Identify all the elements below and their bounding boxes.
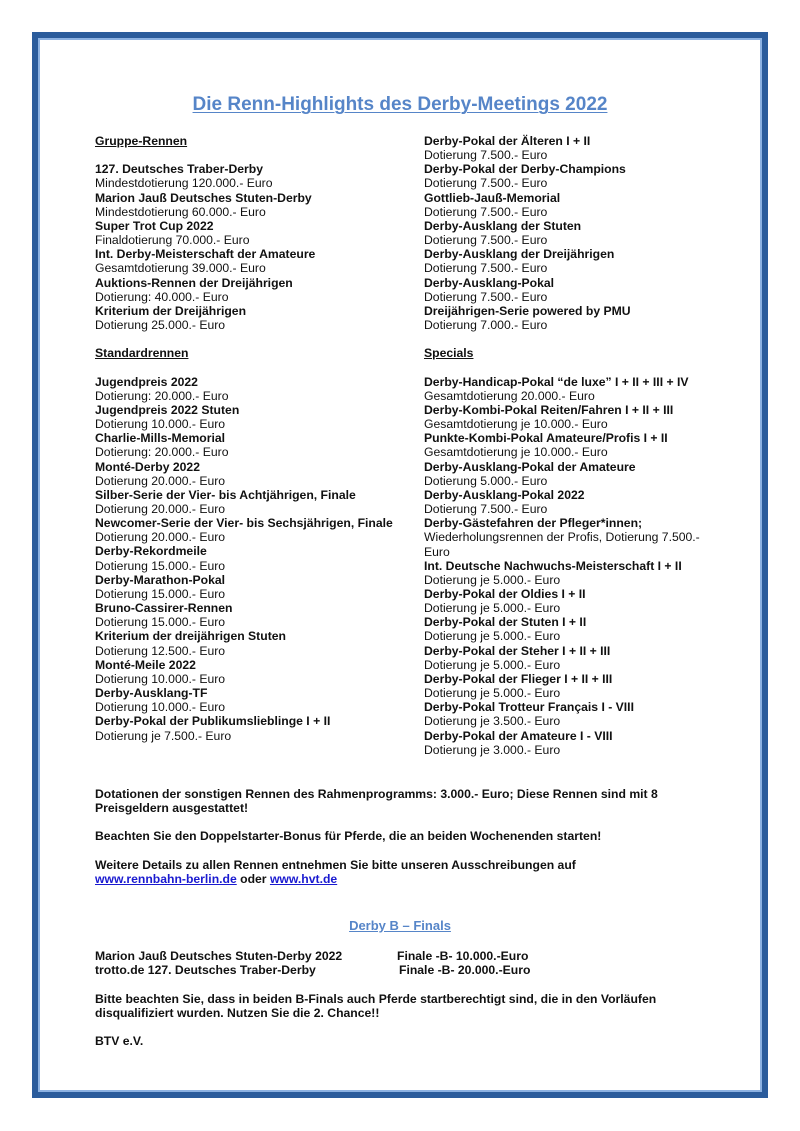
- race-prize: Dotierung 10.000.- Euro: [95, 417, 226, 432]
- race-prize: Dotierung 15.000.- Euro: [95, 586, 226, 601]
- race-prize: Mindestdotierung 60.000.- Euro: [95, 204, 266, 219]
- dotationen-note: Dotationen der sonstigen Rennen des Rahmenprogramms: 3.000.- Euro; Diese Rennen sind mit 8 Preisgeldern ausgestattet!: [95, 787, 658, 816]
- race-name: Derby-Ausklang der Dreijährigen: [424, 247, 615, 262]
- race-entry: [424, 587, 724, 615]
- race-entry: [95, 403, 415, 431]
- race-name: Monté-Meile 2022: [95, 657, 196, 672]
- race-entry: [424, 615, 724, 643]
- race-prize: Mindestdotierung 120.000.- Euro: [95, 176, 273, 191]
- race-prize: Dotierung 10.000.- Euro: [95, 700, 226, 715]
- race-name: Int. Derby-Meisterschaft der Amateure: [95, 247, 316, 262]
- race-entry: [95, 460, 415, 488]
- race-name: Jugendpreis 2022 Stuten: [95, 402, 240, 417]
- race-name: Marion Jauß Deutsches Stuten-Derby: [95, 190, 312, 205]
- race-name: Derby-Ausklang der Stuten: [424, 218, 582, 233]
- race-name: Super Trot Cup 2022: [95, 218, 214, 233]
- race-entry: [95, 488, 415, 516]
- race-prize: Dotierung je 5.000.- Euro: [424, 629, 561, 644]
- link-hvt[interactable]: www.hvt.de: [269, 871, 338, 886]
- race-name: Derby-Handicap-Pokal “de luxe” I + II + III + IV: [424, 374, 689, 389]
- race-prize: Gesamtdotierung je 10.000.- Euro: [424, 417, 608, 432]
- race-prize: Dotierung 25.000.- Euro: [95, 318, 226, 333]
- race-name: Derby-Pokal der Publikumslieblinge I + II: [95, 714, 331, 729]
- closing-section: [95, 992, 695, 1063]
- race-prize: Gesamtdotierung je 10.000.- Euro: [424, 445, 608, 460]
- race-prize: Dotierung je 5.000.- Euro: [424, 657, 561, 672]
- race-prize: Dotierung je 5.000.- Euro: [424, 601, 561, 616]
- race-name: Derby-Pokal der Oldies I + II: [424, 586, 586, 601]
- notes-section: [95, 787, 695, 900]
- b-finals-table: [95, 949, 695, 977]
- race-name: Int. Deutsche Nachwuchs-Meisterschaft I + II: [424, 558, 682, 573]
- race-prize: Dotierung je 5.000.- Euro: [424, 572, 561, 587]
- b-final-race: trotto.de 127. Deutsches Traber-Derby: [95, 963, 316, 978]
- race-prize: Dotierung 10.000.- Euro: [95, 671, 226, 686]
- race-prize: Dotierung je 7.500.- Euro: [95, 728, 232, 743]
- race-prize: Gesamtdotierung 20.000.- Euro: [424, 388, 595, 403]
- race-name: Derby-Pokal der Amateure I - VIII: [424, 728, 613, 743]
- race-name: Bruno-Cassirer-Rennen: [95, 601, 233, 616]
- race-prize: Dotierung: 20.000.- Euro: [95, 445, 229, 460]
- race-name: Kriterium der Dreijährigen: [95, 303, 247, 318]
- race-entry: [424, 162, 724, 190]
- race-entry: [95, 375, 415, 403]
- bonus-note: Beachten Sie den Doppelstarter-Bonus für Pferde, die an beiden Wochenenden starten!: [95, 829, 602, 844]
- race-name: Derby-Rekordmeile: [95, 544, 207, 559]
- race-prize: Finaldotierung 70.000.- Euro: [95, 233, 250, 248]
- race-name: Derby-Ausklang-Pokal 2022: [424, 487, 585, 502]
- b-finals-note: Bitte beachten Sie, dass in beiden B-Finals auch Pferde startberechtigt sind, die in den Vorläufen disqualifiziert wurden. Nutzen Sie die 2. Chance!!: [95, 992, 657, 1021]
- race-name: Derby-Ausklang-Pokal: [424, 275, 555, 290]
- race-prize: Dotierung 20.000.- Euro: [95, 473, 226, 488]
- race-name: Derby-Ausklang-TF: [95, 686, 208, 701]
- race-prize: Dotierung 20.000.- Euro: [95, 530, 226, 545]
- race-name: Derby-Ausklang-Pokal der Amateure: [424, 459, 636, 474]
- race-prize: Dotierung 7.500.- Euro: [424, 502, 548, 517]
- page-title: Die Renn-Highlights des Derby-Meetings 2022: [192, 94, 608, 115]
- race-prize: Dotierung je 3.000.- Euro: [424, 742, 561, 757]
- race-name: Derby-Pokal der Stuten I + II: [424, 615, 587, 630]
- race-name: Newcomer-Serie der Vier- bis Sechsjährigen, Finale: [95, 516, 393, 531]
- race-entry: [95, 219, 415, 247]
- race-entry: [424, 516, 724, 558]
- b-finals-row: [95, 963, 695, 977]
- race-entry: [424, 559, 724, 587]
- race-prize: Dotierung: 20.000.- Euro: [95, 388, 229, 403]
- race-entry: [95, 304, 415, 332]
- link-rennbahn-berlin[interactable]: www.rennbahn-berlin.de: [95, 871, 237, 886]
- race-entry: [95, 629, 415, 657]
- race-entry: [95, 276, 415, 304]
- race-entry: [424, 403, 724, 431]
- race-entry: [424, 672, 724, 700]
- race-entry: [95, 573, 415, 601]
- b-finals-heading: Derby B – Finals: [349, 918, 451, 933]
- race-prize: Dotierung 7.500.- Euro: [424, 233, 548, 248]
- specials-list: [424, 375, 724, 757]
- race-entry: [95, 714, 415, 742]
- race-name: Derby-Pokal der Älteren I + II: [424, 134, 591, 148]
- race-name: Derby-Kombi-Pokal Reiten/Fahren I + II + III: [424, 402, 674, 417]
- race-prize: Dotierung je 3.500.- Euro: [424, 714, 561, 729]
- race-prize: Dotierung 7.500.- Euro: [424, 148, 548, 163]
- right-column: [424, 134, 724, 757]
- race-entry: [424, 276, 724, 304]
- race-prize: Dotierung: 40.000.- Euro: [95, 289, 229, 304]
- race-name: Derby-Gästefahren der Pfleger*innen;: [424, 516, 643, 531]
- race-name: Kriterium der dreijährigen Stuten: [95, 629, 286, 644]
- race-entry: [95, 601, 415, 629]
- race-entry: [95, 162, 415, 190]
- race-entry: [95, 544, 415, 572]
- race-entry: [95, 658, 415, 686]
- details-text: Weitere Details zu allen Rennen entnehmen Sie bitte unseren Ausschreibungen auf: [95, 857, 576, 872]
- race-entry: [424, 431, 724, 459]
- race-name: Charlie-Mills-Memorial: [95, 431, 226, 446]
- race-entry: [95, 686, 415, 714]
- race-entry: [424, 375, 724, 403]
- race-entry: [424, 134, 724, 162]
- race-entry: [424, 219, 724, 247]
- gruppe-rennen-list: [95, 162, 415, 332]
- race-prize: Gesamtdotierung 39.000.- Euro: [95, 261, 266, 276]
- race-name: Derby-Pokal Trotteur Français I - VIII: [424, 700, 634, 715]
- race-name: Derby-Pokal der Derby-Champions: [424, 162, 626, 177]
- race-prize: Dotierung 12.500.- Euro: [95, 643, 226, 658]
- section-heading-gruppe-rennen: Gruppe-Rennen: [95, 134, 188, 148]
- race-entry: [95, 431, 415, 459]
- section-heading-specials: Specials: [424, 346, 474, 361]
- b-final-prize: Finale -B- 20.000.-Euro: [399, 963, 531, 978]
- race-entry: [424, 460, 724, 488]
- b-final-prize: Finale -B- 10.000.-Euro: [397, 949, 529, 963]
- gruppe-rennen-list-continued: [424, 134, 724, 332]
- or-text: oder: [236, 871, 270, 886]
- standardrennen-list: [95, 375, 415, 743]
- race-entry: [95, 191, 415, 219]
- race-entry: [95, 516, 415, 544]
- race-name: Derby-Pokal der Steher I + II + III: [424, 643, 611, 658]
- race-prize: Dotierung 20.000.- Euro: [95, 502, 226, 517]
- race-name: Gottlieb-Jauß-Memorial: [424, 190, 561, 205]
- race-name: Auktions-Rennen der Dreijährigen: [95, 275, 293, 290]
- race-name: Monté-Derby 2022: [95, 459, 200, 474]
- race-entry: [424, 644, 724, 672]
- race-entry: [95, 247, 415, 275]
- section-heading-standardrennen: Standardrennen: [95, 346, 189, 361]
- race-entry: [424, 488, 724, 516]
- race-prize: Dotierung 15.000.- Euro: [95, 615, 226, 630]
- race-prize: Wiederholungsrennen der Profis, Dotierung 7.500.- Euro: [424, 530, 700, 559]
- signature: BTV e.V.: [95, 1034, 144, 1049]
- race-prize: Dotierung je 5.000.- Euro: [424, 686, 561, 701]
- race-name: Derby-Pokal der Flieger I + II + III: [424, 671, 613, 686]
- race-name: Jugendpreis 2022: [95, 374, 198, 389]
- race-name: Derby-Marathon-Pokal: [95, 572, 226, 587]
- race-prize: Dotierung 7.500.- Euro: [424, 176, 548, 191]
- race-name: Silber-Serie der Vier- bis Achtjährigen, Finale: [95, 487, 356, 502]
- race-entry: [424, 729, 724, 757]
- race-prize: Dotierung 7.500.- Euro: [424, 289, 548, 304]
- left-column: [95, 134, 415, 743]
- race-prize: Dotierung 7.500.- Euro: [424, 204, 548, 219]
- race-prize: Dotierung 5.000.- Euro: [424, 473, 548, 488]
- b-final-race: Marion Jauß Deutsches Stuten-Derby 2022: [95, 949, 343, 963]
- race-prize: Dotierung 7.000.- Euro: [424, 318, 548, 333]
- details-note: [95, 858, 695, 886]
- race-entry: [424, 247, 724, 275]
- race-entry: [424, 191, 724, 219]
- b-finals-row: [95, 949, 695, 963]
- race-name: Punkte-Kombi-Pokal Amateure/Profis I + II: [424, 431, 668, 446]
- race-name: 127. Deutsches Traber-Derby: [95, 162, 263, 177]
- race-entry: [424, 304, 724, 332]
- race-name: Dreijährigen-Serie powered by PMU: [424, 303, 631, 318]
- race-prize: Dotierung 15.000.- Euro: [95, 558, 226, 573]
- race-entry: [424, 700, 724, 728]
- race-prize: Dotierung 7.500.- Euro: [424, 261, 548, 276]
